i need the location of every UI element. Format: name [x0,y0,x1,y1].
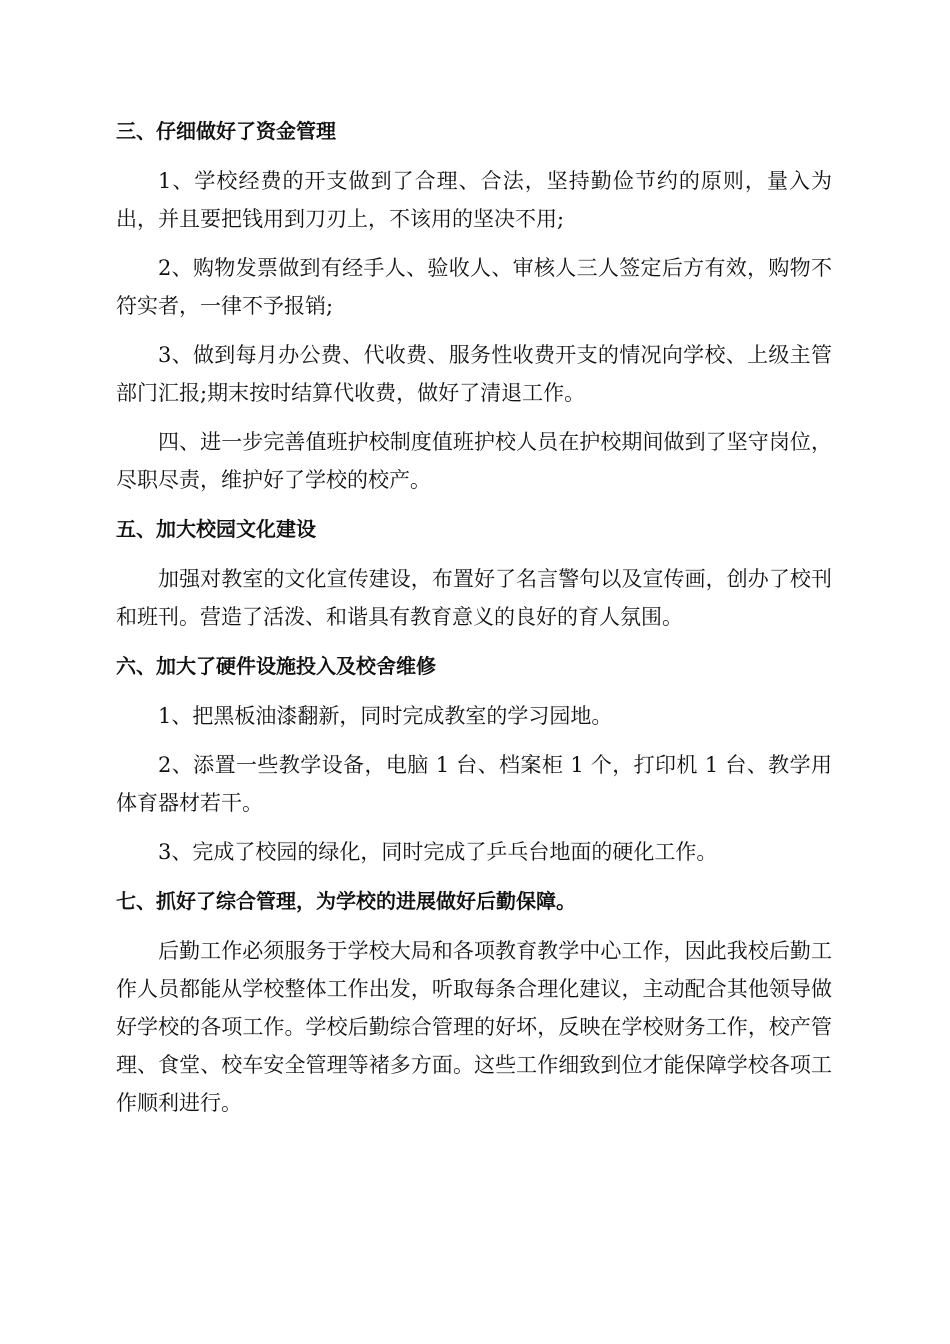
document-page [116,112,832,1133]
paragraph-funds-1: 1、学校经费的开支做到了合理、合法，坚持勤俭节约的原则，量入为出，并且要把钱用到刀刃上，不该用的坚决不用; [116,169,832,231]
paragraph-culture: 加强对教室的文化宣传建设，布置好了名言警句以及宣传画，创办了校刊和班刊。营造了活泼、和谐具有教育意义的良好的育人氛围。 [116,567,832,629]
paragraph-funds-3: 3、做到每月办公费、代收费、服务性收费开支的情况向学校、上级主管部门汇报;期末按时结算代收费，做好了清退工作。 [116,343,832,405]
paragraph-duty-system: 四、进一步完善值班护校制度值班护校人员在护校期间做到了坚守岗位，尽职尽责，维护好了学校的校产。 [116,430,832,492]
section-heading-management: 七、抓好了综合管理，为学校的进展做好后勤保障。 [116,889,576,913]
paragraph-facilities-2: 2、添置一些教学设备，电脑 1 台、档案柜 1 个，打印机 1 台、教学用体育器材若干。 [116,753,832,815]
paragraph-funds-2: 2、购物发票做到有经手人、验收人、审核人三人签定后方有效，购物不符实者，一律不予报销; [116,256,832,318]
paragraph-management: 后勤工作必须服务于学校大局和各项教育教学中心工作，因此我校后勤工作人员都能从学校整体工作出发，听取每条合理化建议，主动配合其他领导做好学校的各项工作。学校后勤综合管理的好坏，反映在学校财务工作，校产管理、食堂、校车安全管理等褚多方面。这些工作细致到位才能保障学校各项工作顺利进行。 [116,939,832,1115]
section-heading-facilities: 六、加大了硬件设施投入及校舍维修 [116,654,436,678]
paragraph-facilities-3: 3、完成了校园的绿化，同时完成了乒乓台地面的硬化工作。 [158,840,718,864]
section-heading-culture: 五、加大校园文化建设 [116,517,316,541]
paragraph-facilities-1: 1、把黑板油漆翻新，同时完成教室的学习园地。 [158,704,613,728]
section-heading-funds: 三、仔细做好了资金管理 [116,119,336,143]
